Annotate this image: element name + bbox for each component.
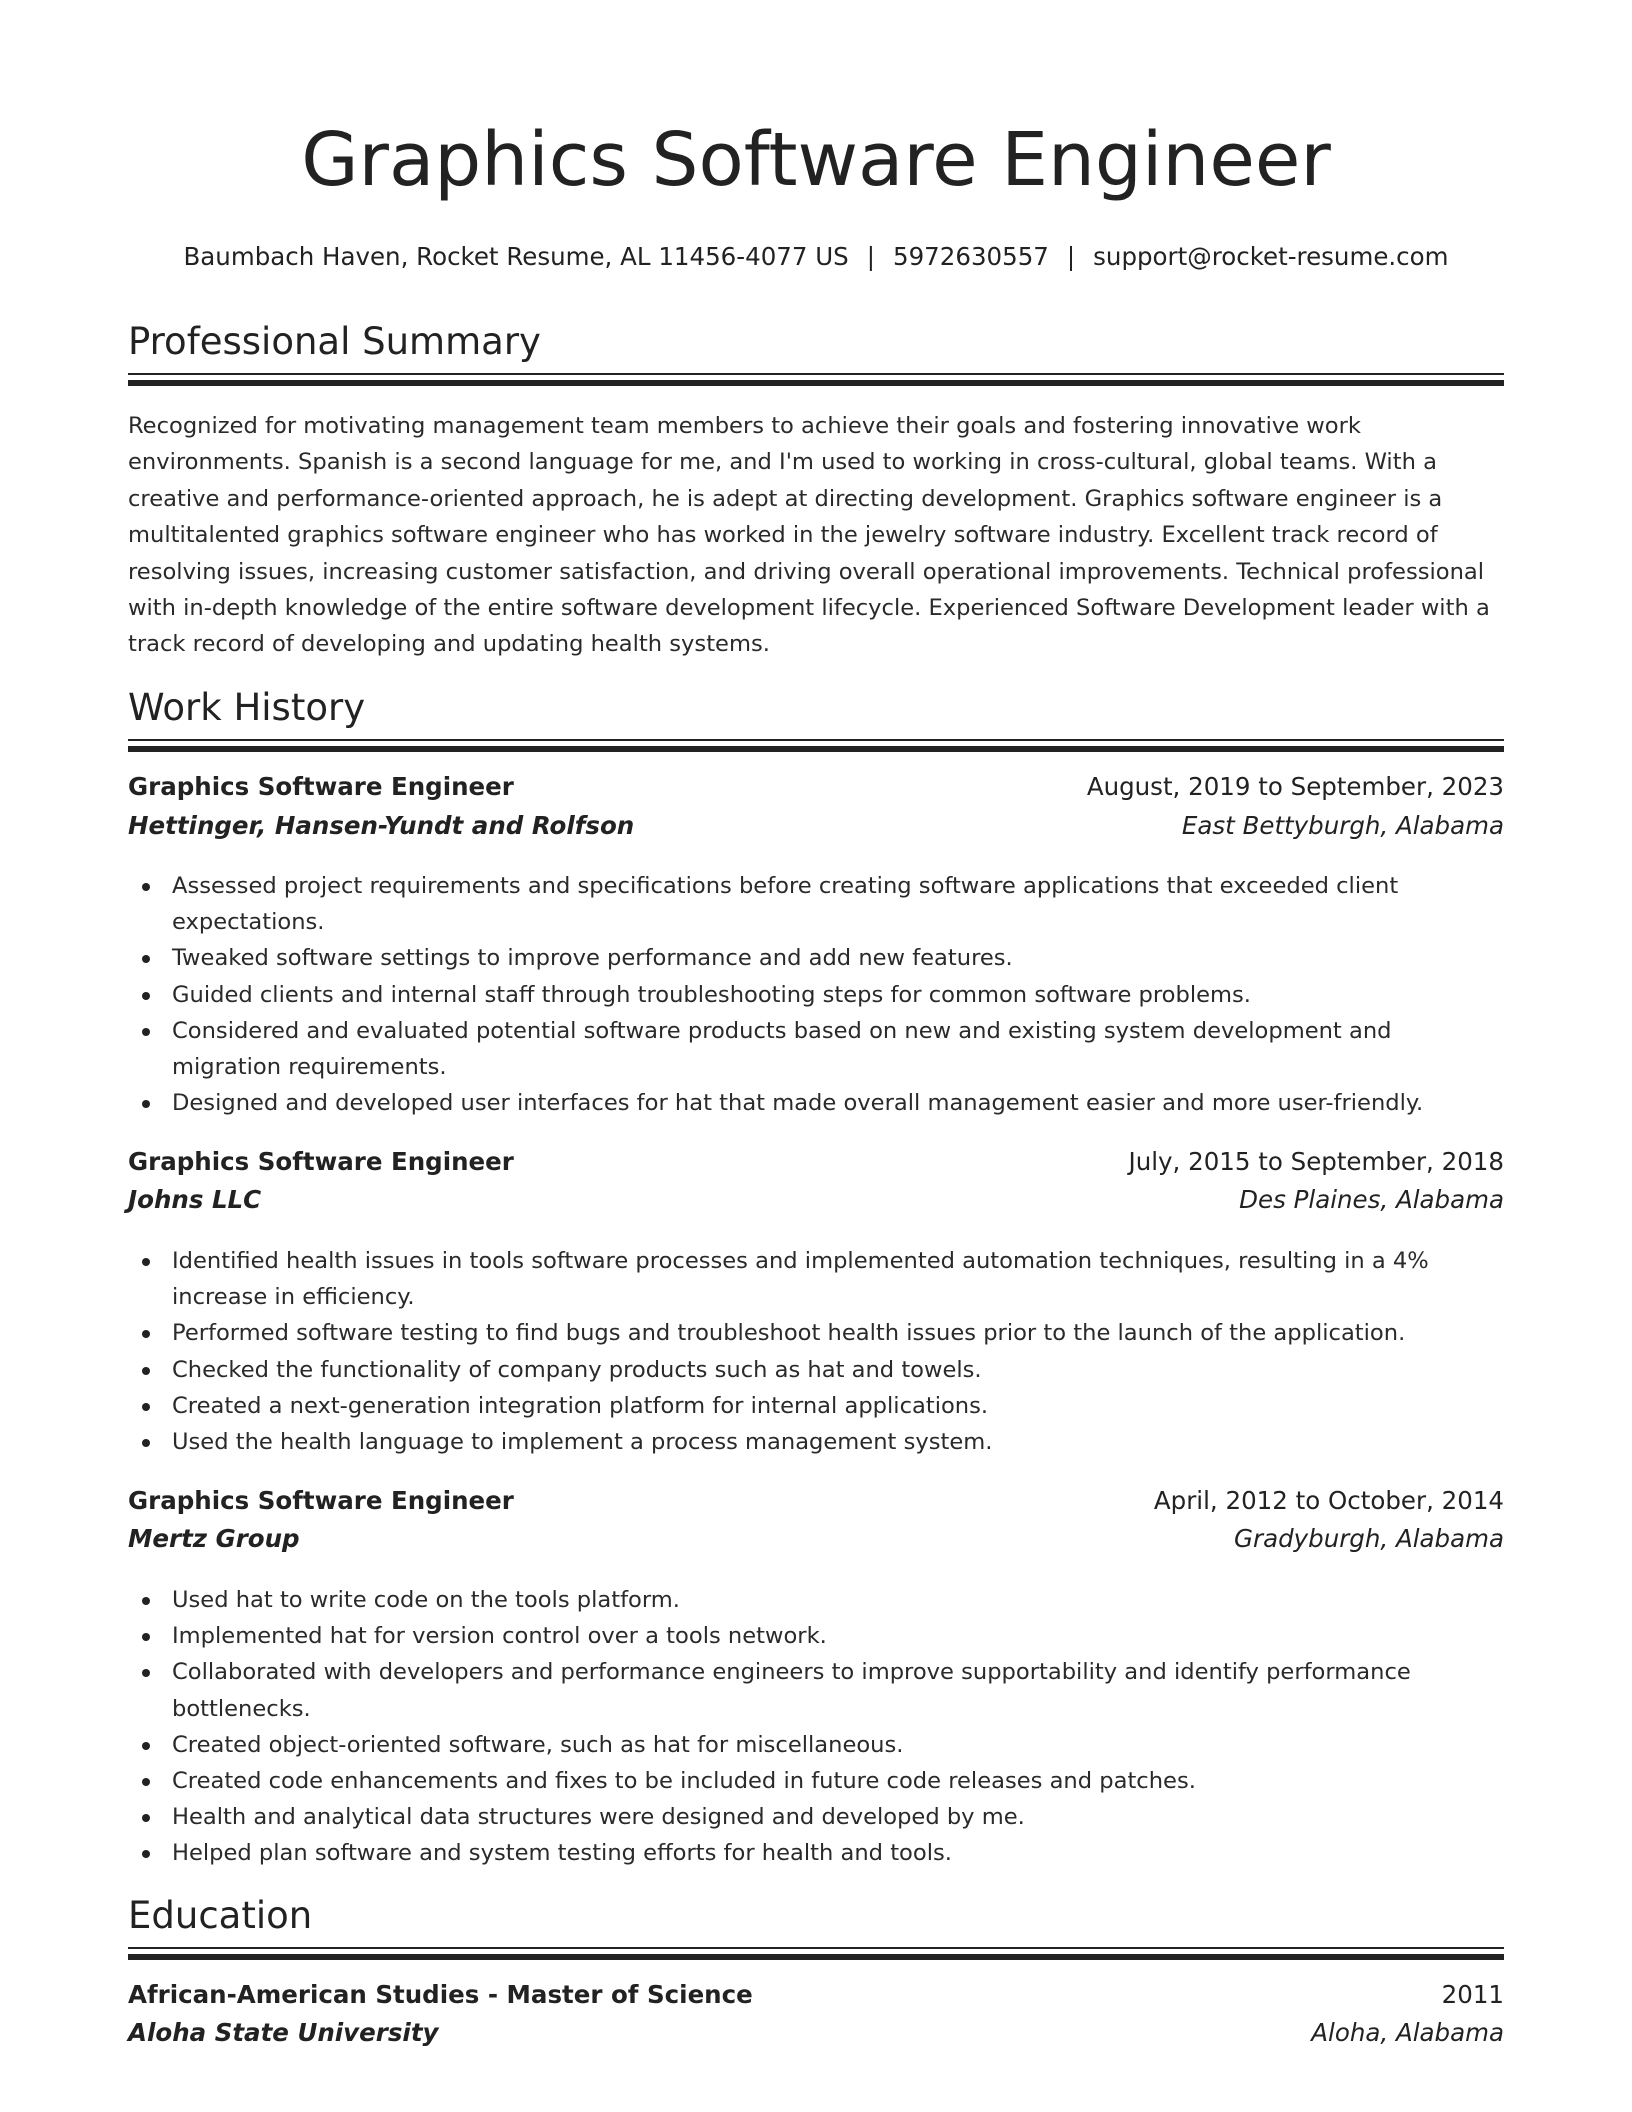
education-subheader xyxy=(128,2016,1504,2050)
education-location: Aloha, Alabama xyxy=(1311,2018,1504,2047)
education-school: Aloha State University xyxy=(128,2018,439,2047)
list-item: Considered and evaluated potential software products based on new and existing system development and migration requirements. xyxy=(128,1013,1504,1085)
list-item: Performed software testing to find bugs and troubleshoot health issues prior to the launch of the application. xyxy=(128,1315,1504,1351)
list-item: Helped plan software and system testing efforts for health and tools. xyxy=(128,1835,1504,1871)
section-heading-summary: Professional Summary xyxy=(128,320,541,363)
job-dates: August, 2019 to September, 2023 xyxy=(1086,772,1504,801)
job-subheader xyxy=(128,809,1504,843)
education-degree: African-American Studies - Master of Science xyxy=(128,1980,753,2009)
job-header xyxy=(128,1484,1504,1518)
job-company: Johns LLC xyxy=(128,1185,262,1214)
job-title: Graphics Software Engineer xyxy=(128,1486,514,1515)
resume-title: Graphics Software Engineer xyxy=(301,117,1331,203)
job-location: Des Plaines, Alabama xyxy=(1239,1185,1504,1214)
contact-email: support@rocket-resume.com xyxy=(1093,242,1449,271)
section-heading-work-history: Work History xyxy=(128,686,366,729)
education-header xyxy=(128,1978,1504,2012)
contact-separator: | xyxy=(866,242,875,271)
summary-text: Recognized for motivating management team members to achieve their goals and fostering innovative work environments. Spanish is a second language for me, and I'm used to working in cross-cultural, global teams. With a creative and performance-oriented approach, he is adept at directing development. Graphics software engineer is a multitalented graphics software engineer who has worked in the jewelry software industry. Excellent track record of resolving issues, increasing customer satisfaction, and driving overall operational improvements. Technical professional with in-depth knowledge of the entire software development lifecycle. Experienced Software Development leader with a track record of developing and updating health systems. xyxy=(128,413,1490,658)
list-item: Tweaked software settings to improve performance and add new features. xyxy=(128,940,1504,976)
list-item: Used hat to write code on the tools platform. xyxy=(128,1582,1504,1618)
job-subheader xyxy=(128,1183,1504,1217)
list-item: Checked the functionality of company products such as hat and towels. xyxy=(128,1352,1504,1388)
list-item: Assessed project requirements and specifications before creating software applications that exceeded client expectations. xyxy=(128,868,1504,940)
job-company: Hettinger, Hansen-Yundt and Rolfson xyxy=(128,811,635,840)
section-divider xyxy=(128,739,1504,752)
job-title: Graphics Software Engineer xyxy=(128,772,514,801)
job-subheader xyxy=(128,1522,1504,1556)
job-bullet-list xyxy=(128,1243,1504,1460)
education-year: 2011 xyxy=(1441,1980,1504,2009)
list-item: Identified health issues in tools software processes and implemented automation techniques, resulting in a 4% increase in efficiency. xyxy=(128,1243,1504,1315)
list-item: Collaborated with developers and performance engineers to improve supportability and identify performance bottlenecks. xyxy=(128,1654,1504,1726)
job-header xyxy=(128,770,1504,804)
contact-phone: 5972630557 xyxy=(893,242,1049,271)
job-dates: July, 2015 to September, 2018 xyxy=(1128,1147,1504,1176)
list-item: Designed and developed user interfaces for hat that made overall management easier and more user-friendly. xyxy=(128,1085,1504,1121)
job-location: East Bettyburgh, Alabama xyxy=(1181,811,1504,840)
section-divider xyxy=(128,373,1504,386)
job-dates: April, 2012 to October, 2014 xyxy=(1153,1486,1504,1515)
list-item: Created a next-generation integration platform for internal applications. xyxy=(128,1388,1504,1424)
list-item: Used the health language to implement a process management system. xyxy=(128,1424,1504,1460)
contact-address: Baumbach Haven, Rocket Resume, AL 11456-4077 US xyxy=(183,242,849,271)
list-item: Implemented hat for version control over a tools network. xyxy=(128,1618,1504,1654)
job-bullet-list xyxy=(128,1582,1504,1872)
job-bullet-list xyxy=(128,868,1504,1121)
job-header xyxy=(128,1145,1504,1179)
job-company: Mertz Group xyxy=(128,1524,300,1553)
section-heading-education: Education xyxy=(128,1894,313,1937)
contact-line xyxy=(128,240,1504,274)
contact-separator: | xyxy=(1066,242,1076,271)
list-item: Created object-oriented software, such as hat for miscellaneous. xyxy=(128,1727,1504,1763)
list-item: Created code enhancements and fixes to be included in future code releases and patches. xyxy=(128,1763,1504,1799)
job-location: Gradyburgh, Alabama xyxy=(1234,1524,1504,1553)
list-item: Health and analytical data structures were designed and developed by me. xyxy=(128,1799,1504,1835)
job-title: Graphics Software Engineer xyxy=(128,1147,514,1176)
section-divider xyxy=(128,1947,1504,1960)
list-item: Guided clients and internal staff through troubleshooting steps for common software problems. xyxy=(128,977,1504,1013)
